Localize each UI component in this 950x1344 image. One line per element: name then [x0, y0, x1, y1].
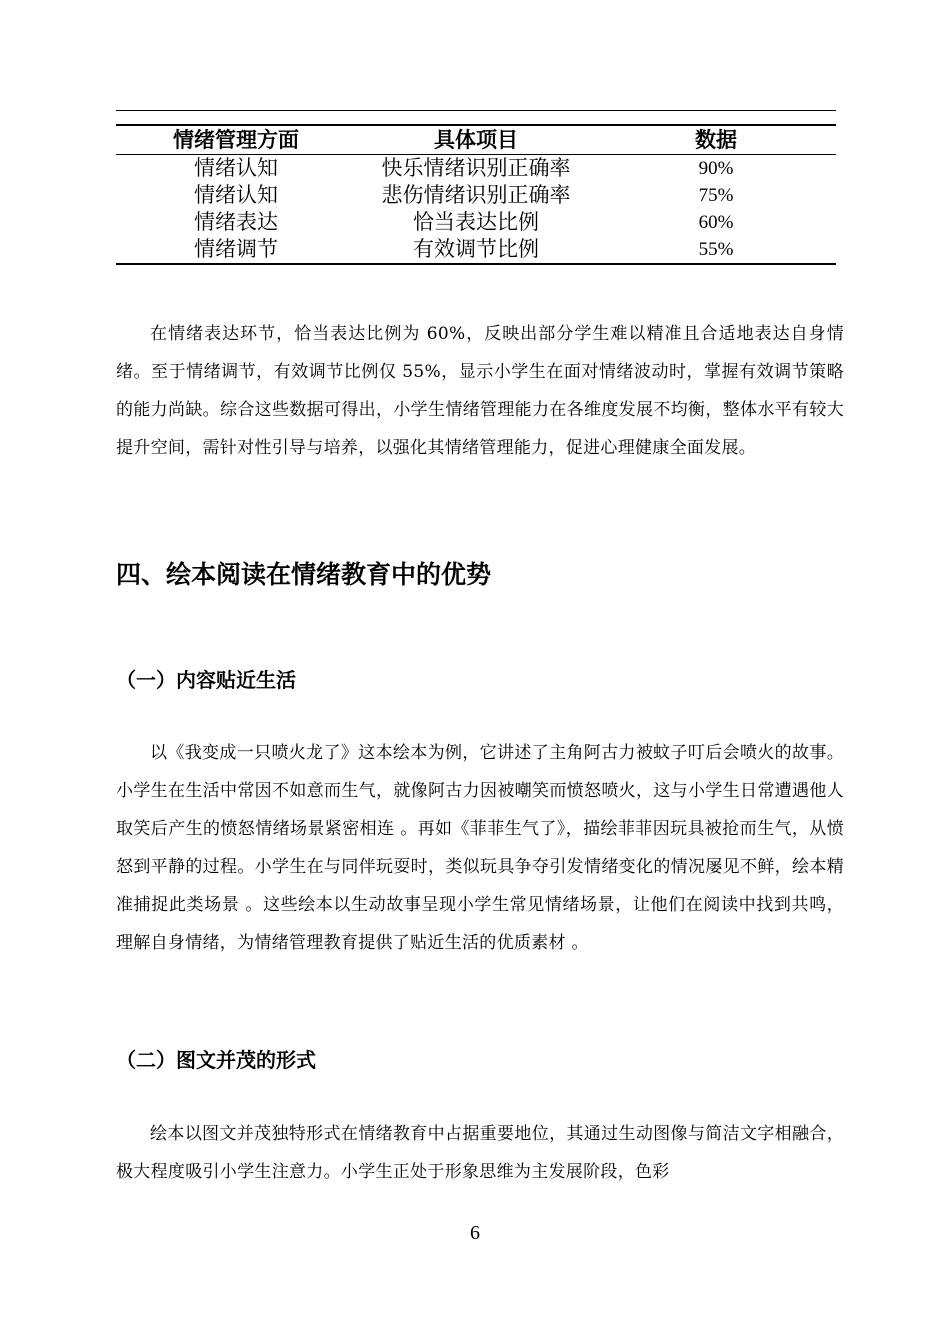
subsection-heading-form: （二）图文并茂的形式: [116, 1048, 316, 1072]
paragraph-picture-text: [116, 1115, 844, 1191]
cell-aspect: 情绪调节: [194, 237, 278, 261]
data-table-block: [116, 110, 836, 265]
cell-item: 悲伤情绪识别正确率: [381, 183, 571, 207]
table-row: [116, 182, 836, 209]
table-top-rule: [116, 110, 836, 111]
cell-item: 恰当表达比例: [413, 210, 539, 234]
table-row: [116, 155, 836, 183]
table-row: [116, 209, 836, 236]
header-item: 具体项目: [356, 126, 596, 155]
table-header-row: [116, 126, 836, 155]
paragraph-emotion-summary: [116, 315, 844, 467]
cell-value: 90%: [698, 158, 734, 179]
cell-aspect: 情绪认知: [194, 156, 278, 180]
table-bottom-rule: [116, 263, 836, 265]
cell-value: 75%: [698, 185, 734, 206]
paragraph-text: 在情绪表达环节，恰当表达比例为 60%，反映出部分学生难以精准且合适地表达自身情绪。至于情绪调节，有效调节比例仅 55%，显示小学生在面对情绪波动时，掌握有效调节策略的能力尚缺。综合这些数据可得出，小学生情绪管理能力在各维度发展不均衡，整体水平有较大提升空间，需针对性引导与培养，以强化其情绪管理能力，促进心理健康全面发展。: [116, 324, 844, 458]
cell-value: 55%: [698, 239, 734, 260]
cell-aspect: 情绪表达: [194, 210, 278, 234]
table-row: [116, 236, 836, 263]
section-heading: 四、绘本阅读在情绪教育中的优势: [116, 560, 492, 589]
cell-item: 快乐情绪识别正确率: [381, 156, 571, 180]
header-data: 数据: [596, 126, 836, 155]
data-table: [116, 126, 836, 263]
paragraph-content-life: [116, 734, 844, 962]
paragraph-text: 绘本以图文并茂独特形式在情绪教育中占据重要地位，其通过生动图像与简洁文字相融合，极大程度吸引小学生注意力。小学生正处于形象思维为主发展阶段，色彩: [116, 1124, 844, 1182]
subsection-heading-content: （一）内容贴近生活: [116, 668, 296, 692]
cell-value: 60%: [698, 212, 734, 233]
cell-aspect: 情绪认知: [194, 183, 278, 207]
paragraph-text: 以《我变成一只喷火龙了》这本绘本为例，它讲述了主角阿古力被蚊子叮后会喷火的故事。小学生在生活中常因不如意而生气，就像阿古力因被嘲笑而愤怒喷火，这与小学生日常遭遇他人取笑后产生的愤怒情绪场景紧密相连 。再如《菲菲生气了》，描绘菲菲因玩具被抢而生气，从愤怒到平静的过程。小学生在与同伴玩耍时，类似玩具争夺引发情绪变化的情况屡见不鲜，绘本精准捕捉此类场景 。这些绘本以生动故事呈现小学生常见情绪场景，让他们在阅读中找到共鸣，理解自身情绪，为情绪管理教育提供了贴近生活的优质素材 。: [116, 743, 844, 953]
cell-item: 有效调节比例: [413, 237, 539, 261]
header-aspect: 情绪管理方面: [116, 126, 356, 155]
page-number: 6: [470, 1222, 480, 1244]
